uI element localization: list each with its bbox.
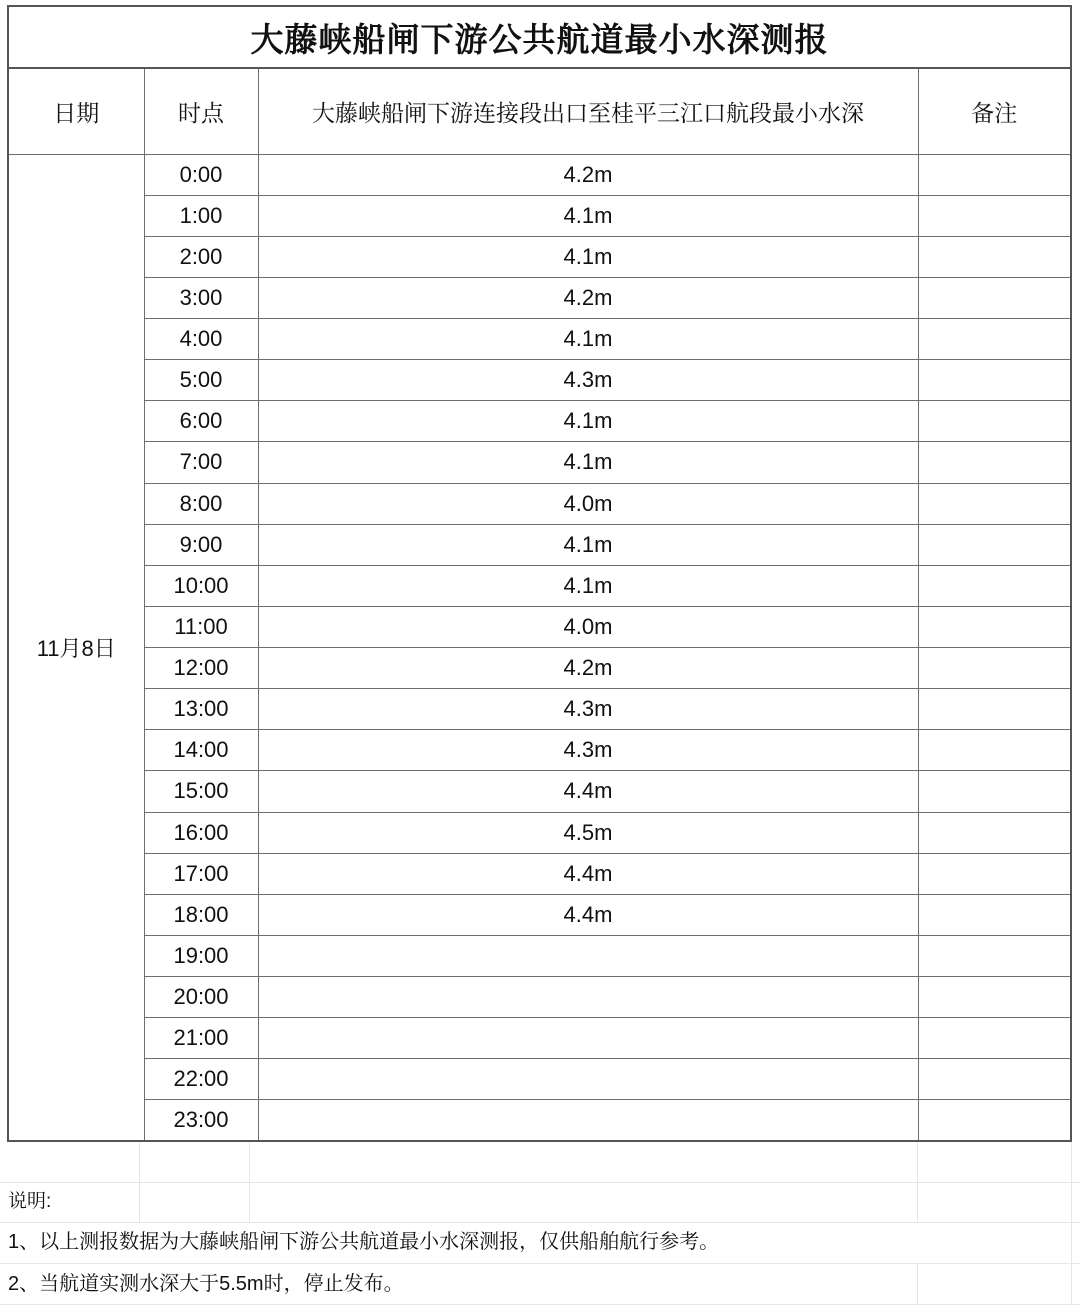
depth-cell	[258, 935, 918, 976]
remark-cell	[918, 442, 1071, 483]
time-cell: 15:00	[144, 771, 258, 812]
remark-cell	[918, 1059, 1071, 1100]
table-row	[8, 1100, 1071, 1141]
notes-label: 说明:	[8, 1191, 52, 1212]
faint-grid-vline	[917, 1263, 918, 1304]
time-cell: 20:00	[144, 977, 258, 1018]
time-cell: 11:00	[144, 606, 258, 647]
faint-grid-vline	[1071, 1142, 1072, 1304]
table-row	[8, 565, 1071, 606]
remark-cell	[918, 894, 1071, 935]
time-cell: 17:00	[144, 853, 258, 894]
time-cell: 7:00	[144, 442, 258, 483]
time-cell: 5:00	[144, 360, 258, 401]
remark-cell	[918, 277, 1071, 318]
faint-grid-hline	[0, 1182, 1080, 1183]
depth-cell: 4.1m	[258, 442, 918, 483]
table-row	[8, 1059, 1071, 1100]
table-row	[8, 606, 1071, 647]
depth-cell: 4.4m	[258, 894, 918, 935]
depth-cell	[258, 1059, 918, 1100]
time-cell: 21:00	[144, 1018, 258, 1059]
table-row	[8, 360, 1071, 401]
remark-cell	[918, 689, 1071, 730]
table-row	[8, 894, 1071, 935]
depth-cell	[258, 977, 918, 1018]
remark-cell	[918, 1018, 1071, 1059]
depth-cell: 4.3m	[258, 360, 918, 401]
table-row	[8, 1018, 1071, 1059]
table-row	[8, 689, 1071, 730]
remark-cell	[918, 524, 1071, 565]
time-cell: 23:00	[144, 1100, 258, 1141]
remark-cell	[918, 771, 1071, 812]
depth-cell	[258, 1100, 918, 1141]
time-cell: 14:00	[144, 730, 258, 771]
time-cell: 8:00	[144, 483, 258, 524]
remark-cell	[918, 483, 1071, 524]
depth-cell: 4.0m	[258, 483, 918, 524]
table-row	[8, 401, 1071, 442]
depth-cell	[258, 1018, 918, 1059]
date-cell: 11月8日	[8, 154, 144, 1141]
remark-cell	[918, 195, 1071, 236]
time-cell: 0:00	[144, 154, 258, 195]
time-cell: 19:00	[144, 935, 258, 976]
remark-cell	[918, 1100, 1071, 1141]
remark-cell	[918, 236, 1071, 277]
table-row	[8, 524, 1071, 565]
header-row	[8, 68, 1071, 154]
remark-cell	[918, 935, 1071, 976]
table-row	[8, 442, 1071, 483]
table-row	[8, 277, 1071, 318]
remark-cell	[918, 154, 1071, 195]
column-header-remark: 备注	[918, 68, 1071, 154]
page-title: 大藤峡船闸下游公共航道最小水深测报	[8, 6, 1071, 68]
remark-cell	[918, 360, 1071, 401]
depth-cell: 4.4m	[258, 853, 918, 894]
depth-cell: 4.0m	[258, 606, 918, 647]
time-cell: 9:00	[144, 524, 258, 565]
table-row	[8, 195, 1071, 236]
time-cell: 13:00	[144, 689, 258, 730]
table-row	[8, 977, 1071, 1018]
remark-cell	[918, 977, 1071, 1018]
depth-cell: 4.1m	[258, 195, 918, 236]
depth-cell: 4.1m	[258, 236, 918, 277]
table-row	[8, 812, 1071, 853]
depth-cell: 4.5m	[258, 812, 918, 853]
remark-cell	[918, 565, 1071, 606]
depth-cell: 4.1m	[258, 565, 918, 606]
faint-grid-vline	[249, 1142, 250, 1222]
time-cell: 3:00	[144, 277, 258, 318]
table-body	[8, 154, 1071, 1141]
table-row	[8, 154, 1071, 195]
table-row	[8, 319, 1071, 360]
depth-cell: 4.1m	[258, 319, 918, 360]
depth-cell: 4.3m	[258, 730, 918, 771]
faint-grid-vline	[139, 1142, 140, 1222]
table-row	[8, 236, 1071, 277]
note-item-1: 1、以上测报数据为大藤峡船闸下游公共航道最小水深测报，仅供船舶航行参考。	[8, 1231, 720, 1253]
remark-cell	[918, 606, 1071, 647]
remark-cell	[918, 401, 1071, 442]
faint-grid-vline	[917, 1142, 918, 1222]
remark-cell	[918, 648, 1071, 689]
column-header-date: 日期	[8, 68, 144, 154]
note-item-2: 2、当航道实测水深大于5.5m时，停止发布。	[8, 1273, 404, 1295]
remark-cell	[918, 730, 1071, 771]
depth-cell: 4.2m	[258, 154, 918, 195]
table-row	[8, 771, 1071, 812]
time-cell: 18:00	[144, 894, 258, 935]
title-row	[8, 6, 1071, 68]
time-cell: 1:00	[144, 195, 258, 236]
depth-cell: 4.1m	[258, 524, 918, 565]
time-cell: 6:00	[144, 401, 258, 442]
table-row	[8, 648, 1071, 689]
depth-cell: 4.2m	[258, 648, 918, 689]
table-row	[8, 935, 1071, 976]
table-row	[8, 730, 1071, 771]
time-cell: 4:00	[144, 319, 258, 360]
time-cell: 22:00	[144, 1059, 258, 1100]
depth-cell: 4.2m	[258, 277, 918, 318]
time-cell: 10:00	[144, 565, 258, 606]
depth-cell: 4.3m	[258, 689, 918, 730]
table-row	[8, 853, 1071, 894]
column-header-time: 时点	[144, 68, 258, 154]
time-cell: 2:00	[144, 236, 258, 277]
time-cell: 12:00	[144, 648, 258, 689]
remark-cell	[918, 853, 1071, 894]
time-cell: 16:00	[144, 812, 258, 853]
depth-report-table	[7, 5, 1072, 1142]
depth-cell: 4.4m	[258, 771, 918, 812]
remark-cell	[918, 319, 1071, 360]
depth-cell: 4.1m	[258, 401, 918, 442]
remark-cell	[918, 812, 1071, 853]
column-header-depth: 大藤峡船闸下游连接段出口至桂平三江口航段最小水深	[258, 68, 918, 154]
table-row	[8, 483, 1071, 524]
